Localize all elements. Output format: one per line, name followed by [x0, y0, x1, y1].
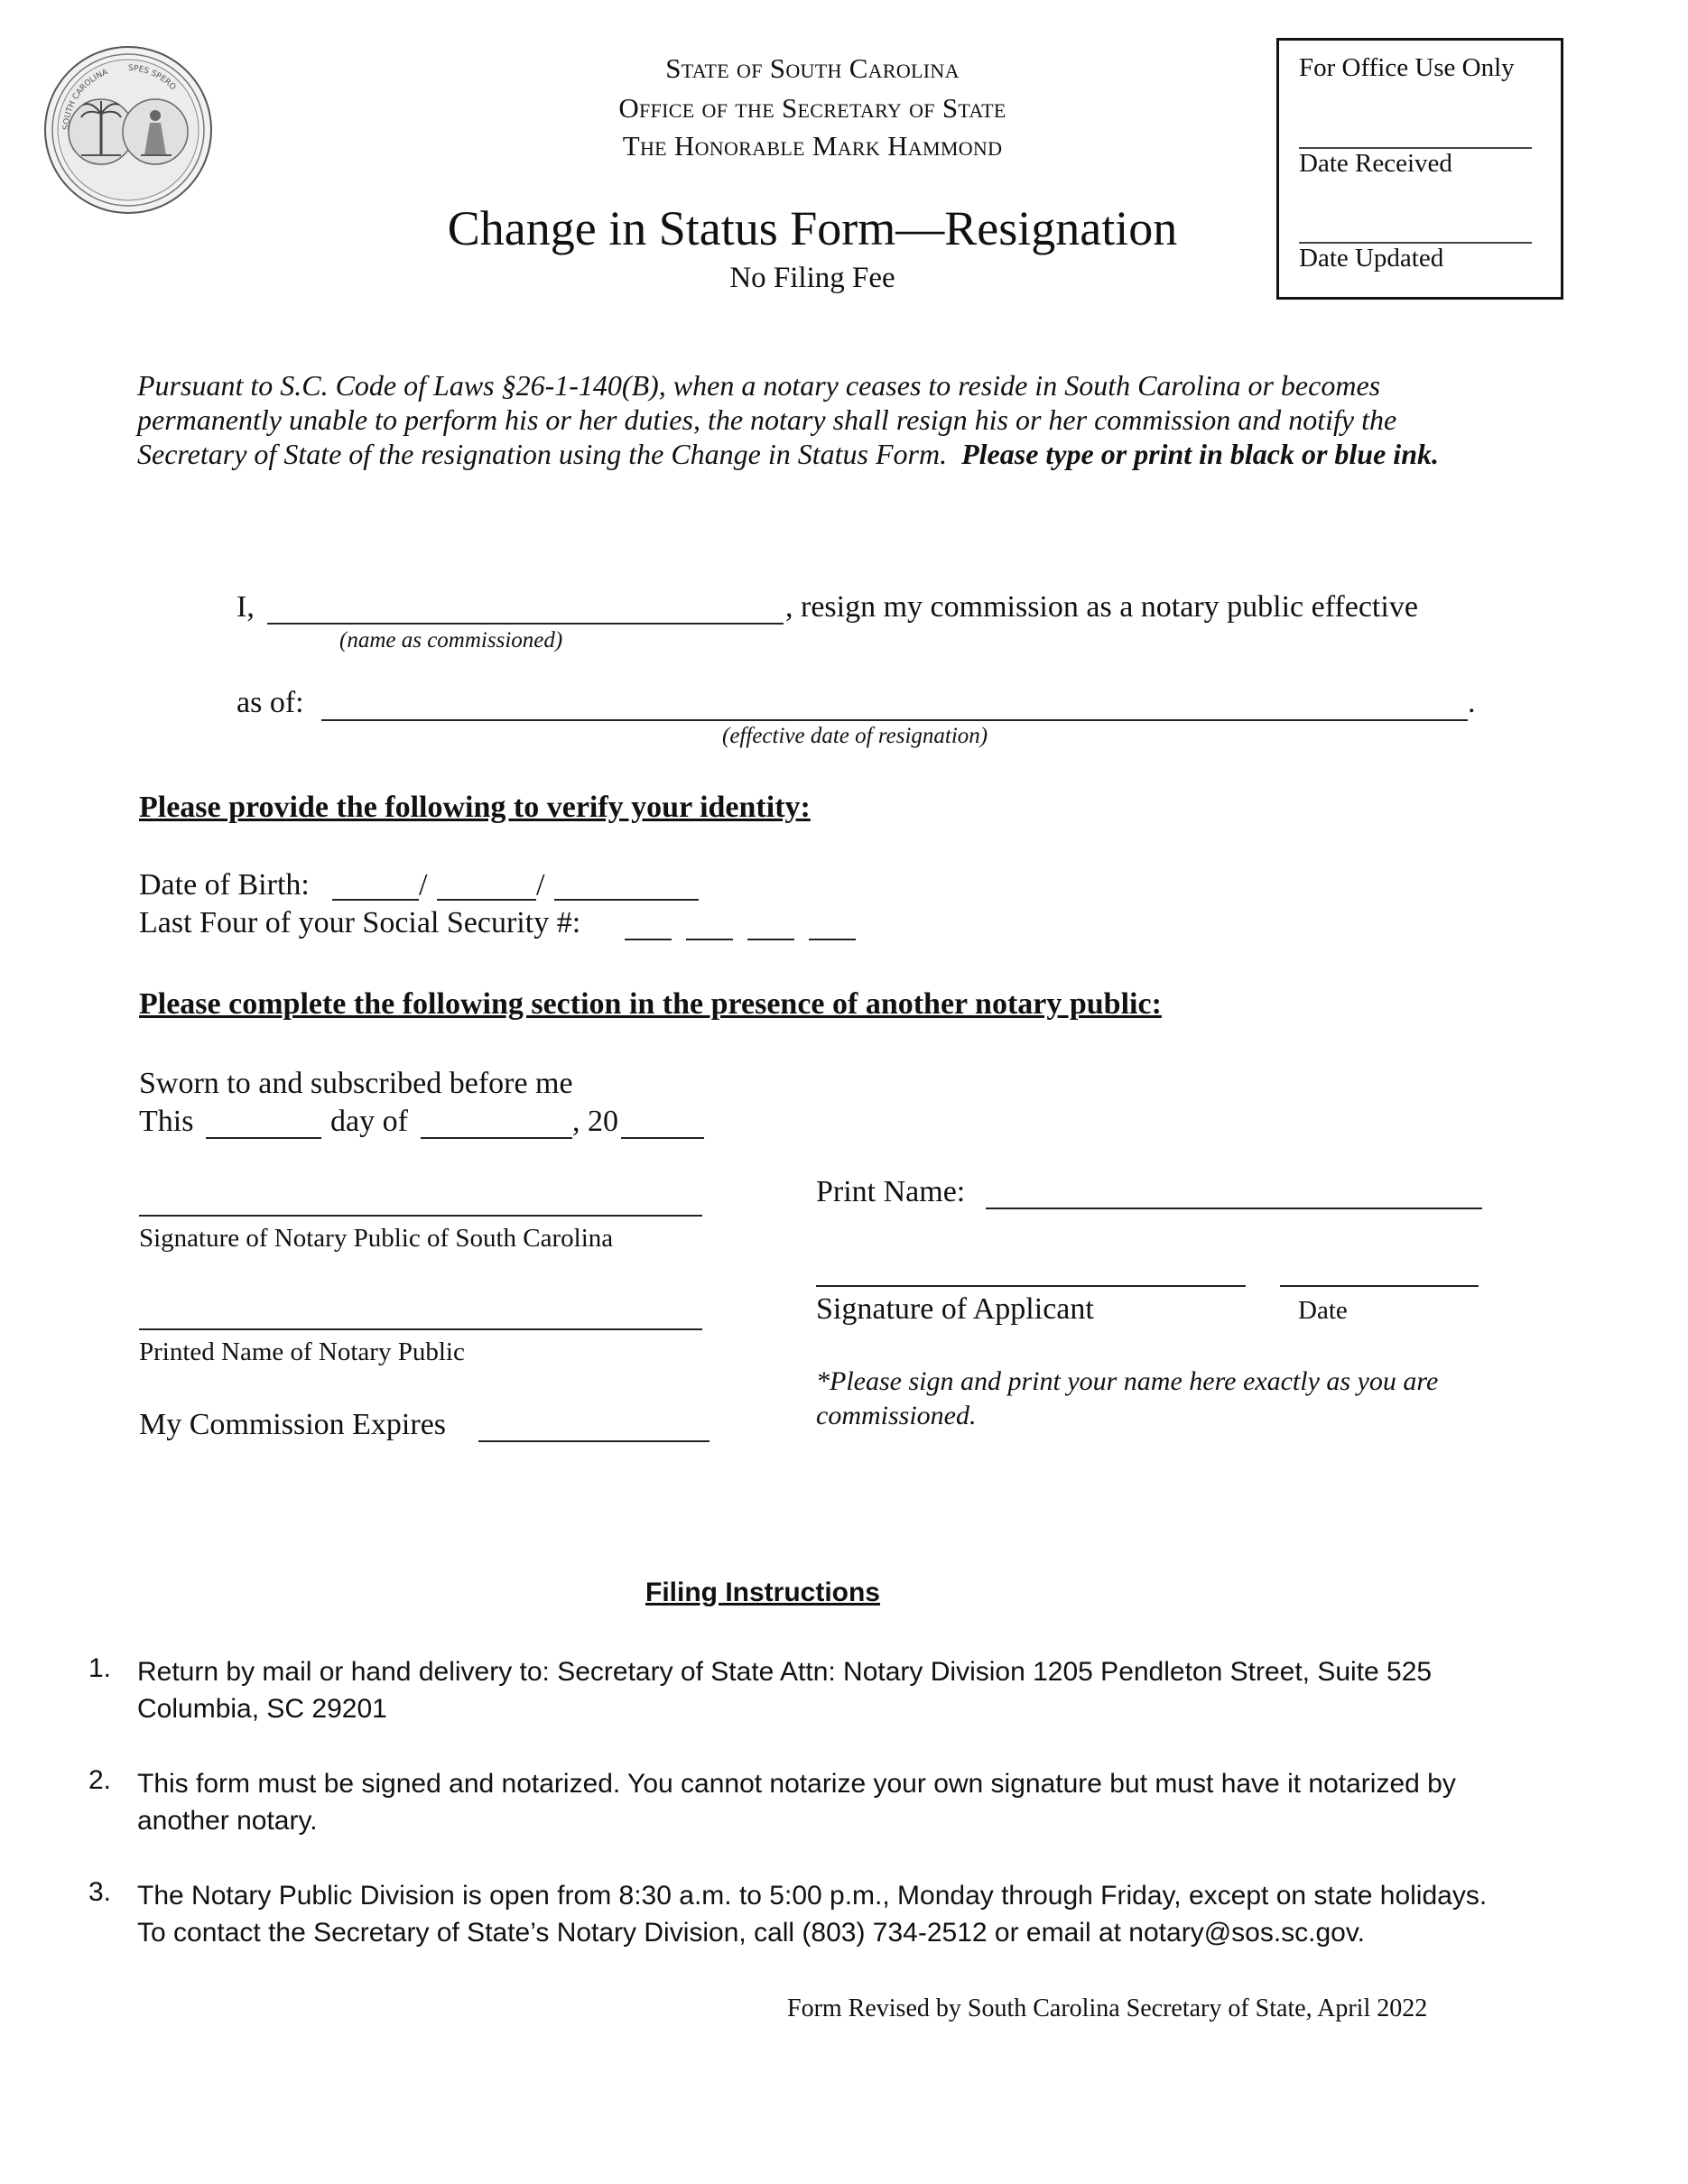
- notary-printed-name-field[interactable]: [139, 1328, 702, 1330]
- month-field[interactable]: [421, 1137, 572, 1139]
- instruction-text: This form must be signed and notarized. You cannot notarize your own signature but must have it notarized by another notary.: [137, 1769, 1456, 1836]
- office-use-box: [1276, 38, 1563, 300]
- year-field[interactable]: [621, 1137, 704, 1139]
- resign-prefix: I,: [237, 590, 255, 624]
- dob-day-field[interactable]: [437, 899, 536, 901]
- ssn-digit-field[interactable]: [747, 939, 794, 940]
- notary-signature-field[interactable]: [139, 1215, 702, 1217]
- intro-instruction: Please type or print in black or blue ink.: [961, 438, 1439, 470]
- dob-separator: /: [419, 868, 428, 902]
- header-office: Office of the Secretary of State: [618, 92, 1006, 124]
- applicant-signature-label: Signature of Applicant: [816, 1292, 1094, 1326]
- applicant-date-field[interactable]: [1280, 1285, 1479, 1287]
- this-label: This: [139, 1105, 194, 1138]
- effective-date-caption: (effective date of resignation): [722, 724, 988, 748]
- seal-left-text: SOUTH CAROLINA: [61, 68, 109, 131]
- applicant-signature-field[interactable]: [816, 1285, 1246, 1287]
- commission-expires-label: My Commission Expires: [139, 1408, 447, 1441]
- form-title: Change in Status Form—Resignation: [447, 201, 1178, 255]
- instruction-number: 1.: [88, 1653, 112, 1683]
- commission-expires-field[interactable]: [478, 1440, 710, 1442]
- name-field[interactable]: [267, 623, 784, 625]
- as-of-label: as of:: [237, 686, 304, 719]
- notary-printed-name-label: Printed Name of Notary Public: [139, 1337, 465, 1366]
- sworn-text: Sworn to and subscribed before me: [139, 1067, 573, 1100]
- office-use-title: For Office Use Only: [1299, 53, 1515, 82]
- header-state: State of South Carolina: [665, 52, 960, 84]
- resign-suffix: , resign my commission as a notary public effective: [785, 590, 1418, 624]
- header-secretary: The Honorable Mark Hammond: [622, 130, 1003, 162]
- ssn-digit-field[interactable]: [625, 939, 672, 940]
- applicant-date-label: Date: [1298, 1296, 1348, 1325]
- ssn-digit-field[interactable]: [809, 939, 856, 940]
- form-subtitle: No Filing Fee: [729, 262, 895, 294]
- effective-date-field[interactable]: [321, 719, 1468, 721]
- as-of-period: .: [1468, 686, 1476, 719]
- dob-year-field[interactable]: [554, 899, 699, 901]
- identity-heading: Please provide the following to verify your identity:: [139, 791, 811, 824]
- state-seal-icon: [42, 43, 215, 217]
- print-name-label: Print Name:: [816, 1175, 966, 1208]
- year-prefix: , 20: [572, 1105, 618, 1138]
- intro-text: Pursuant to S.C. Code of Laws §26-1-140(B), when a notary ceases to reside in South Carolina or becomes permanently unable to perform his or her duties, the notary shall resign his or her commission and notify the Secretary of State of the resignation using the Change in Status Form.: [137, 369, 1397, 470]
- dob-month-field[interactable]: [332, 899, 419, 901]
- notary-heading: Please complete the following section in the presence of another notary public:: [139, 987, 1162, 1021]
- day-field[interactable]: [206, 1137, 321, 1139]
- date-updated-label: Date Updated: [1299, 244, 1444, 273]
- seal-right-text: SPES SPERO: [127, 63, 178, 93]
- instruction-number: 3.: [88, 1877, 112, 1907]
- intro-paragraph: [137, 368, 1491, 471]
- instruction-text: Return by mail or hand delivery to: Secretary of State Attn: Notary Division 1205 Pendleton Street, Suite 525 Columbia, SC 29201: [137, 1657, 1433, 1724]
- ssn-digit-field[interactable]: [686, 939, 733, 940]
- ssn-label: Last Four of your Social Security #:: [139, 906, 581, 939]
- print-name-field[interactable]: [986, 1208, 1482, 1209]
- name-caption: (name as commissioned): [339, 628, 563, 652]
- date-received-label: Date Received: [1299, 149, 1452, 178]
- applicant-note: *Please sign and print your name here exactly as you are commissioned.: [816, 1366, 1439, 1430]
- notary-signature-label: Signature of Notary Public of South Carolina: [139, 1224, 614, 1253]
- form-revision-note: Form Revised by South Carolina Secretary of State, April 2022: [787, 1994, 1428, 2022]
- day-of-label: day of: [330, 1105, 408, 1138]
- filing-instructions-title: Filing Instructions: [645, 1578, 880, 1607]
- dob-label: Date of Birth:: [139, 868, 310, 902]
- instruction-number: 2.: [88, 1765, 112, 1795]
- instruction-text: The Notary Public Division is open from 8:30 a.m. to 5:00 p.m., Monday through Friday, except on state holidays. To contact the Secretary of State’s Notary Division, call (803) 734-2512 or email at notary@sos.sc.gov.: [137, 1881, 1488, 1948]
- dob-separator: /: [536, 868, 545, 902]
